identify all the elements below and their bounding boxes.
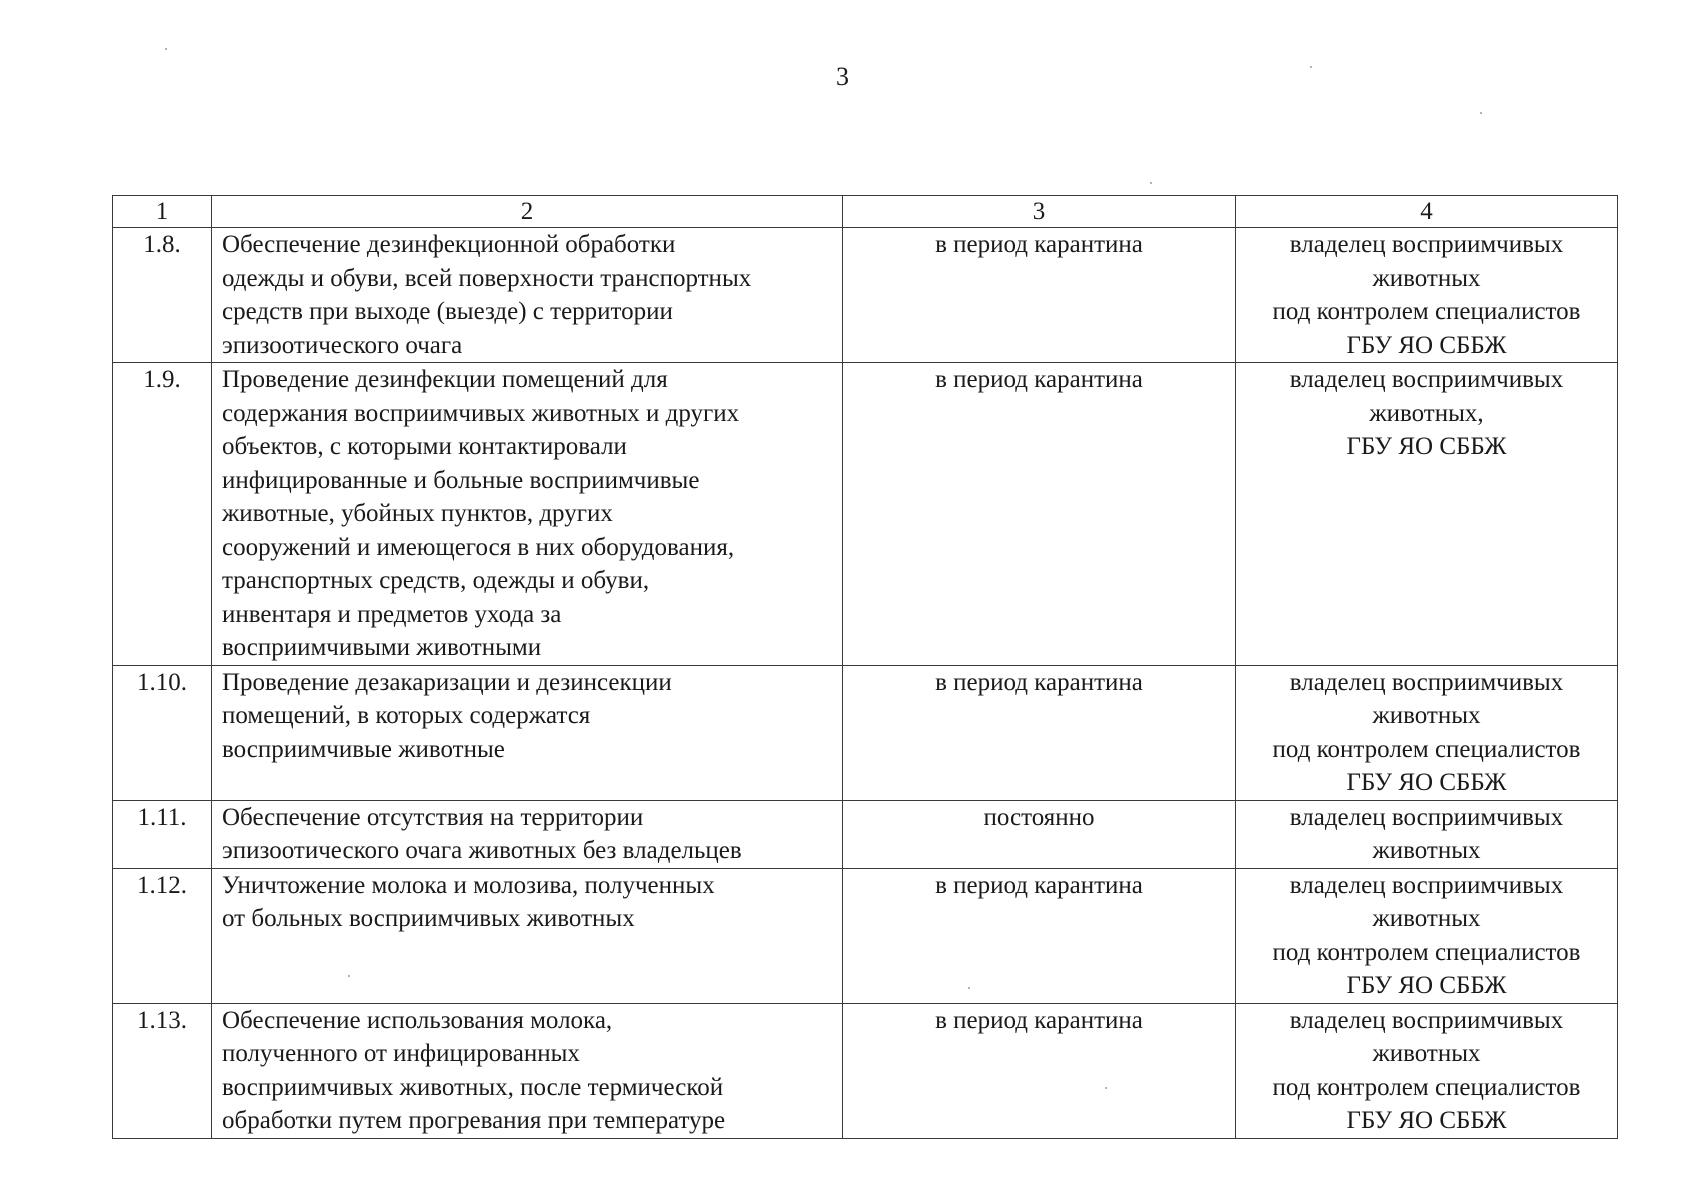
responsible-line: владелец восприимчивых xyxy=(1289,231,1564,258)
description-line: обработки путем прогревания при температуре xyxy=(222,1107,726,1134)
table-row xyxy=(113,228,1618,363)
description-line: эпизоотического очага xyxy=(222,331,463,359)
header-col-4: 4 xyxy=(1236,196,1618,228)
responsible-line: животных xyxy=(1372,837,1481,864)
measure-description xyxy=(212,1003,843,1138)
header-col-1: 1 xyxy=(113,196,212,228)
description-line: объектов, с которыми контактировали xyxy=(222,433,627,460)
responsible-line: под контролем специалистов xyxy=(1272,298,1581,325)
scan-speck xyxy=(1310,66,1312,68)
measure-description xyxy=(212,228,843,363)
responsible-line: ГБУ ЯО СББЖ xyxy=(1346,331,1507,359)
table-row xyxy=(113,868,1618,1003)
description-line: восприимчивые животные xyxy=(222,735,505,763)
measure-description xyxy=(212,665,843,800)
description-line: одежды и обуви, всей поверхности транспортных xyxy=(222,264,752,292)
scan-speck xyxy=(165,48,167,50)
row-number: 1.11. xyxy=(113,800,212,868)
responsible-line: под контролем специалистов xyxy=(1272,735,1581,763)
description-line: животные, убойных пунктов, других xyxy=(222,500,613,527)
scan-speck xyxy=(968,987,970,989)
description-line: помещений, в которых содержатся xyxy=(222,702,591,729)
description-line: полученного от инфицированных xyxy=(222,1040,580,1067)
header-col-2: 2 xyxy=(212,196,843,228)
description-line: Проведение дезинфекции помещений для xyxy=(222,366,668,393)
description-line: сооружений и имеющегося в них оборудования, xyxy=(222,533,735,561)
responsible-line: под контролем специалистов xyxy=(1272,938,1581,966)
responsible-line: под контролем специалистов xyxy=(1272,1073,1581,1101)
measure-term: в период карантина xyxy=(843,363,1236,666)
responsible-party xyxy=(1236,868,1618,1003)
description-line: инфицированные и больные восприимчивые xyxy=(222,466,700,494)
measure-term: в период карантина xyxy=(843,228,1236,363)
scan-speck xyxy=(1480,112,1482,114)
description-line: эпизоотического очага животных без владельцев xyxy=(222,837,742,864)
table-row xyxy=(113,363,1618,666)
responsible-party xyxy=(1236,363,1618,666)
responsible-line: владелец восприимчивых xyxy=(1289,668,1564,696)
measure-description xyxy=(212,363,843,666)
description-line: восприимчивых животных, после термической xyxy=(222,1073,724,1101)
responsible-line: животных xyxy=(1372,702,1481,729)
responsible-party xyxy=(1236,665,1618,800)
description-line: инвентаря и предметов ухода за xyxy=(222,600,562,628)
header-col-3: 3 xyxy=(843,196,1236,228)
row-number: 1.13. xyxy=(113,1003,212,1138)
responsible-line: ГБУ ЯО СББЖ xyxy=(1346,433,1507,460)
responsible-line: ГБУ ЯО СББЖ xyxy=(1346,972,1507,999)
row-number: 1.10. xyxy=(113,665,212,800)
table-row xyxy=(113,665,1618,800)
description-line: Уничтожение молока и молозива, полученных xyxy=(222,871,715,899)
description-line: содержания восприимчивых животных и других xyxy=(222,399,740,427)
scan-speck xyxy=(348,975,350,977)
measure-description xyxy=(212,800,843,868)
responsible-line: животных xyxy=(1372,905,1481,932)
measure-term: в период карантина xyxy=(843,665,1236,800)
measure-term: в период карантина xyxy=(843,868,1236,1003)
measures-table xyxy=(112,195,1618,1139)
description-line: транспортных средств, одежды и обуви, xyxy=(222,567,650,594)
description-line: Проведение дезакаризации и дезинсекции xyxy=(222,668,672,696)
responsible-party xyxy=(1236,228,1618,363)
measure-term: в период карантина xyxy=(843,1003,1236,1138)
row-number: 1.9. xyxy=(113,363,212,666)
description-line: Обеспечение использования молока, xyxy=(222,1006,613,1034)
responsible-party xyxy=(1236,1003,1618,1138)
responsible-line: животных xyxy=(1372,264,1481,292)
scan-speck xyxy=(1150,182,1152,184)
measure-term: постоянно xyxy=(843,800,1236,868)
row-number: 1.12. xyxy=(113,868,212,1003)
scan-speck xyxy=(1105,1087,1107,1089)
row-number: 1.8. xyxy=(113,228,212,363)
responsible-line: владелец восприимчивых xyxy=(1289,871,1564,899)
table-header-row xyxy=(113,196,1618,228)
responsible-line: владелец восприимчивых xyxy=(1289,1006,1564,1034)
description-line: Обеспечение отсутствия на территории xyxy=(222,803,644,831)
description-line: от больных восприимчивых животных xyxy=(222,905,635,932)
responsible-line: животных, xyxy=(1369,399,1484,427)
responsible-line: владелец восприимчивых xyxy=(1289,803,1564,831)
responsible-party xyxy=(1236,800,1618,868)
description-line: средств при выходе (выезде) с территории xyxy=(222,298,673,325)
table-row xyxy=(113,800,1618,868)
page-number: 3 xyxy=(836,62,849,91)
table-row xyxy=(113,1003,1618,1138)
description-line: восприимчивыми животными xyxy=(222,634,542,661)
responsible-line: владелец восприимчивых xyxy=(1289,366,1564,393)
responsible-line: ГБУ ЯО СББЖ xyxy=(1346,769,1507,796)
measure-description xyxy=(212,868,843,1003)
responsible-line: животных xyxy=(1372,1040,1481,1067)
description-line: Обеспечение дезинфекционной обработки xyxy=(222,231,676,258)
responsible-line: ГБУ ЯО СББЖ xyxy=(1346,1107,1507,1134)
